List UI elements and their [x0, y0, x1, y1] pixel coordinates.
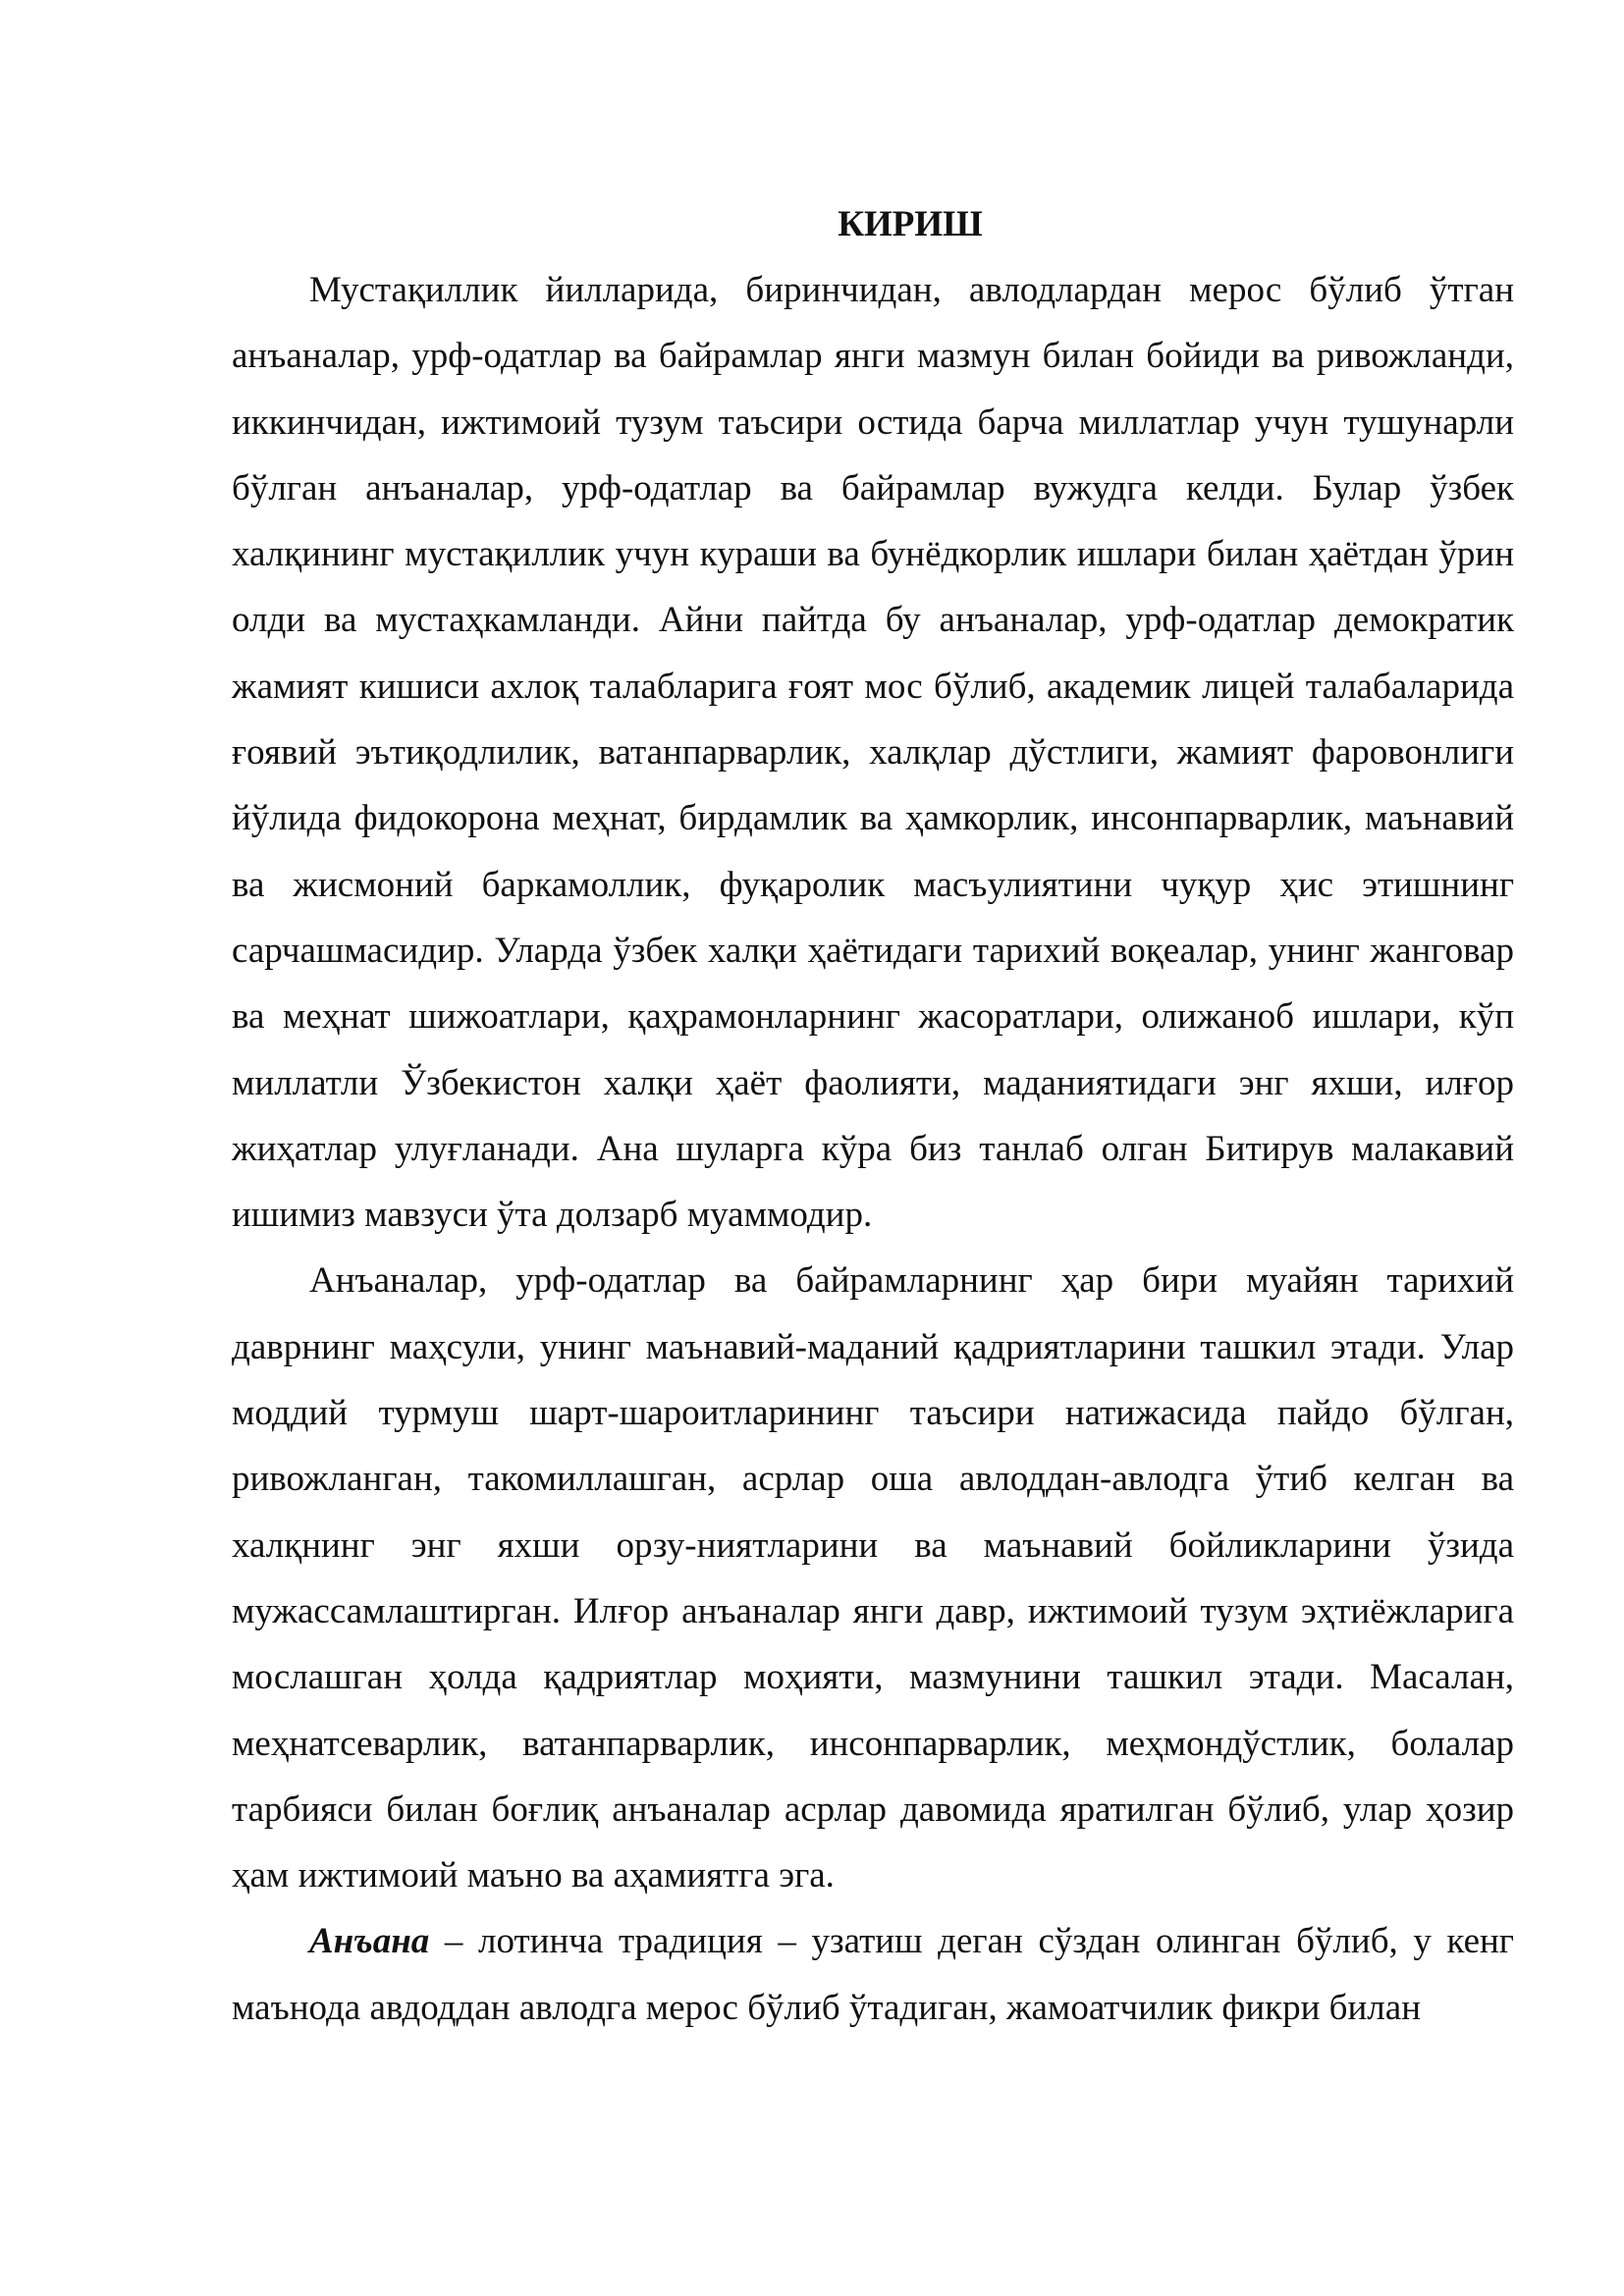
paragraph-1-text: Мустақиллик йилларида, биринчидан, авлодлардан мерос бўлиб ўтган анъаналар, урф-одатлар ва байрамлар янги мазмун билан бойиди ва ривожланди, иккинчидан, ижтимоий тузум таъсири остида барча миллатлар учун тушунарли бўлган анъаналар, урф-одатлар ва байрамлар вужудга келди. Булар ўзбек халқининг мустақиллик учун кураши ва бунёдкорлик ишлари билан ҳаётдан ўрин олди ва мустаҳкамланди. Айни пайтда бу анъаналар, урф-одатлар демократик жамият кишиси ахлоқ талабларига ғоят мос бўлиб, академик лицей талабаларида ғоявий эътиқодлилик, ватанпарварлик, халқлар дўстлиги, жамият фаровонлиги йўлида фидокорона меҳнат, бирдамлик ва ҳамкорлик, инсонпарварлик, маънавий ва жисмоний баркамоллик, фуқаролик масъулиятини чуқур ҳис этишнинг сарчашмасидир. Уларда ўзбек халқи ҳаётидаги тарихий воқеалар, унинг жанговар ва меҳнат шижоатлари, қаҳрамонларнинг жасоратлари, олижаноб ишлари, кўп миллатли Ўзбекистон халқи ҳаёт фаолияти, маданиятидаги энг яхши, илғор жиҳатлар улуғланади. Ана шуларга кўра биз танлаб олган Битирув малакавий ишимиз мавзуси ўта долзарб муаммодир. — [232, 270, 1514, 1236]
defined-term: Анъана — [309, 1921, 430, 1962]
document-body — [232, 191, 1514, 2041]
page-title: КИРИШ — [838, 204, 983, 244]
paragraph-2-text: Анъаналар, урф-одатлар ва байрамларнинг ҳар бири муайян тарихий даврнинг маҳсули, унинг маънавий-маданий қадриятларини ташкил этади. Улар моддий турмуш шарт-шароитларининг таъсири натижасида пайдо бўлган, ривожланган, такомиллашган, асрлар оша авлоддан-авлодга ўтиб келган ва халқнинг энг яхши орзу-ниятларини ва маънавий бойликларини ўзида мужассамлаштирган. Илғор анъаналар янги давр, ижтимоий тузум эҳтиёжларига мослашган ҳолда қадриятлар моҳияти, мазмунини ташкил этади. Масалан, меҳнатсеварлик, ватанпарварлик, инсонпарварлик, меҳмондўстлик, болалар тарбияси билан боғлиқ анъаналар асрлар давомида яратилган бўлиб, улар ҳозир ҳам ижтимоий маъно ва аҳамиятга эга. — [232, 1260, 1514, 1896]
paragraph-3 — [232, 1908, 1514, 2041]
paragraph-3-text: – лотинча традиция – узатиш деган сўздан олинган бўлиб, у кенг маънода авдоддан авлодга мерос бўлиб ўтадиган, жамоатчилик фикри билан — [232, 1921, 1514, 2028]
paragraph-2 — [232, 1248, 1514, 1908]
paragraph-1 — [232, 257, 1514, 1248]
